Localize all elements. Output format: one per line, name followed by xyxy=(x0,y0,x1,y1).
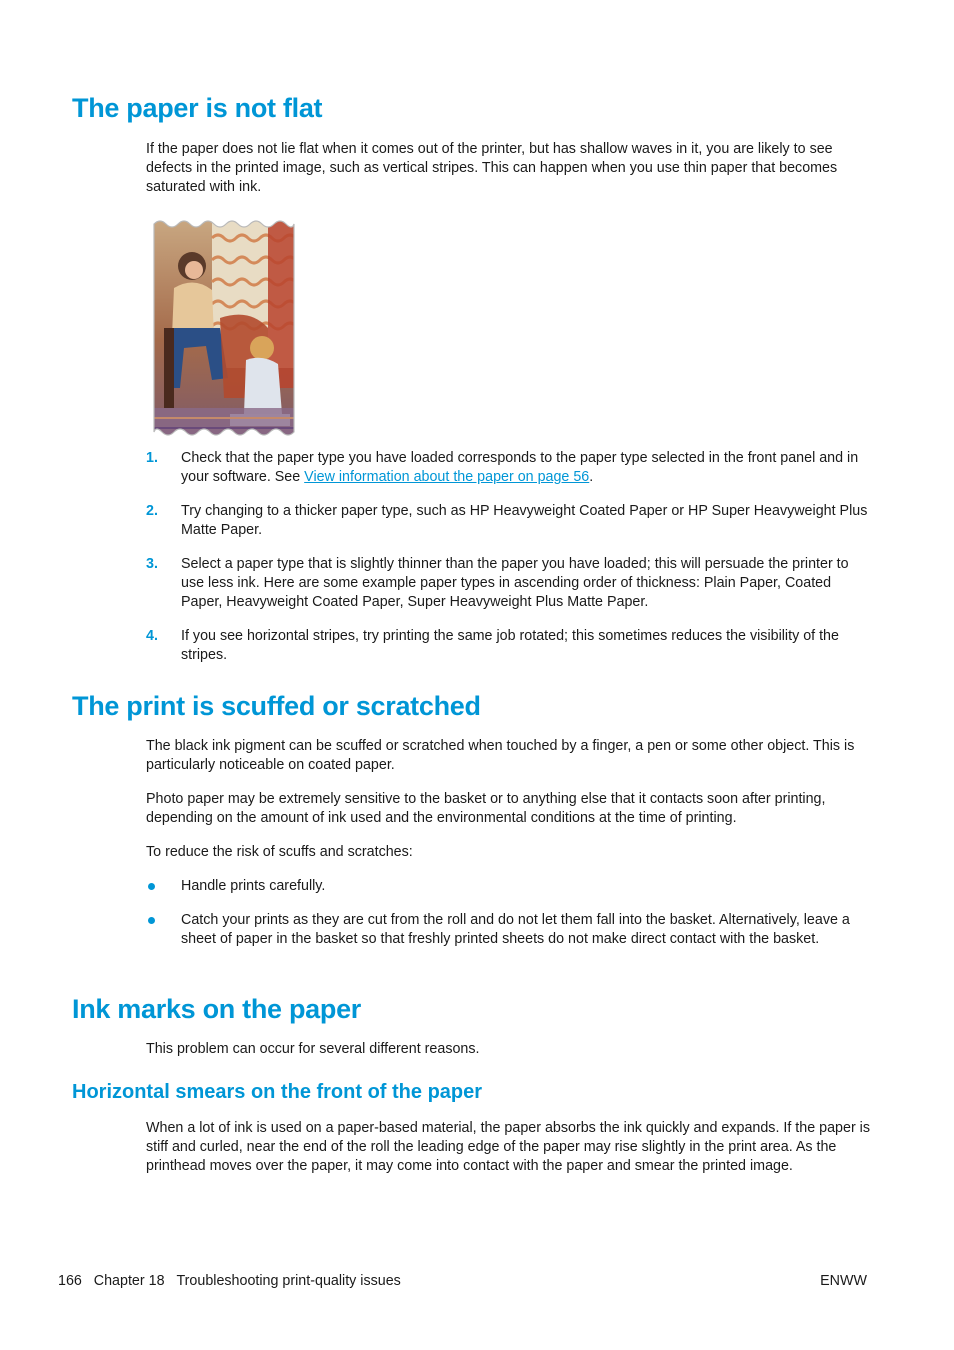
step-text xyxy=(181,449,870,487)
footer-edition: ENWW xyxy=(820,1273,867,1289)
bullet-icon xyxy=(148,917,155,924)
heading-paper-not-flat: The paper is not flat xyxy=(72,93,323,123)
bullet-icon xyxy=(148,883,155,890)
heading-print-scuffed: The print is scuffed or scratched xyxy=(72,691,481,721)
paper-not-flat-intro: If the paper does not lie flat when it comes out of the printer, but has shallow waves in it, you are likely to see defects in the printed image, such as vertical stripes. This can happen when you use thin paper that becomes saturated with ink. xyxy=(146,141,838,195)
step-number: 1. xyxy=(146,450,158,466)
scuffed-paragraph-1: The black ink pigment can be scuffed or scratched when touched by a finger, a pen or some other object. This is particularly noticeable on coated paper. xyxy=(146,738,855,773)
bullet-text: Handle prints carefully. xyxy=(181,878,326,894)
step-1 xyxy=(146,449,870,487)
bullet-text: Catch your prints as they are cut from the roll and do not let them fall into the basket. Alternatively, leave a sheet of paper in the basket so that freshly printed sheets do not make direct contact with the basket. xyxy=(181,912,850,947)
step-3 xyxy=(146,555,870,612)
wavy-print-illustration xyxy=(150,218,298,440)
step-4 xyxy=(146,627,870,665)
step-text: Select a paper type that is slightly thinner than the paper you have loaded; this will persuade the printer to use less ink. Here are some example paper types in ascending order of thickness: Plain Paper, Coated Paper, Heavyweight Coated Paper, Super Heavyweight Plus Matte Paper. xyxy=(181,556,849,610)
step-text-part: . xyxy=(589,469,594,485)
step-text: Try changing to a thicker paper type, such as HP Heavyweight Coated Paper or HP Super Heavyweight Plus Matte Paper. xyxy=(181,503,868,538)
step-number: 2. xyxy=(146,503,158,519)
page-number: 166 xyxy=(58,1273,82,1289)
step-number: 3. xyxy=(146,556,158,572)
scuffed-paragraph-3: To reduce the risk of scuffs and scratches: xyxy=(146,844,413,860)
footer-chapter-title: Troubleshooting print-quality issues xyxy=(176,1273,401,1289)
step-2 xyxy=(146,502,870,540)
bullet-item xyxy=(146,911,870,949)
heading-ink-marks: Ink marks on the paper xyxy=(72,994,361,1024)
step-text: If you see horizontal stripes, try printing the same job rotated; this sometimes reduces the visibility of the stripes. xyxy=(181,628,839,663)
scuffed-paragraph-2: Photo paper may be extremely sensitive to the basket or to anything else that it contacts soon after printing, depending on the amount of ink used and the environmental conditions at the time of printing. xyxy=(146,791,826,826)
paper-info-link[interactable]: View information about the paper on page 56 xyxy=(304,469,590,485)
footer-chapter: Chapter 18 xyxy=(93,1273,165,1289)
bullet-item xyxy=(146,877,870,896)
horizontal-smears-text: When a lot of ink is used on a paper-based material, the paper absorbs the ink quickly and expands. If the paper is stiff and curled, near the end of the roll the leading edge of the paper may rise slightly in the print area. As the printhead moves over the paper, it may come into contact with the paper and smear the printed image. xyxy=(146,1120,871,1174)
footer-left xyxy=(58,1272,401,1291)
step-text-part: Check that the paper type you have loaded corresponds to the paper type selected in the front panel and in your software. See xyxy=(181,450,859,485)
ink-marks-intro: This problem can occur for several different reasons. xyxy=(146,1041,480,1057)
step-number: 4. xyxy=(146,628,158,644)
subheading-horizontal-smears: Horizontal smears on the front of the paper xyxy=(72,1081,483,1103)
wavy-paper-photo-figure xyxy=(150,218,298,440)
